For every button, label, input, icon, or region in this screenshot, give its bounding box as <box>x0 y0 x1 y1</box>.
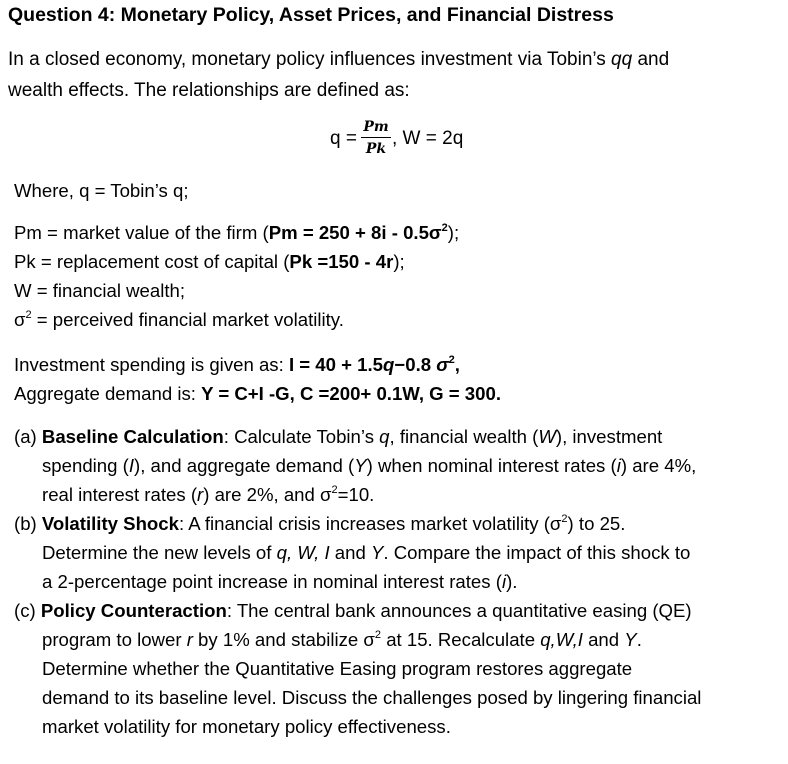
var-y: Y <box>354 455 367 476</box>
question-c-text: program to lower <box>42 629 187 650</box>
question-b-text: ). <box>506 571 518 592</box>
question-a-text: spending ( <box>42 455 129 476</box>
question-b-text: a 2-percentage point increase in nominal interest rates ( <box>42 571 502 592</box>
pm-text: Pm = market value of the firm ( <box>14 222 269 243</box>
fraction-bar <box>361 137 391 138</box>
pm-equation: Pm = 250 + 8i - 0.5σ <box>268 222 442 243</box>
intro-line-2: wealth effects. The relationships are defined as: <box>8 80 410 101</box>
question-a-prefix: (a) <box>14 426 42 447</box>
question-c-line-2 <box>14 625 780 654</box>
question-a-text: : Calculate Tobin’s <box>223 426 380 447</box>
formula-denominator: Pk <box>365 141 387 157</box>
question-b-heading: Volatility Shock <box>41 513 179 534</box>
question-c-text: : The central bank announces a quantitative easing (QE) <box>226 600 692 621</box>
question-c-text: by 1% and stabilize σ <box>192 629 375 650</box>
question-a-text: ) are 2%, and σ <box>203 484 332 505</box>
question-a-text: real interest rates ( <box>42 484 198 505</box>
investment-eq-q: q <box>383 354 395 375</box>
var-i-nominal: i <box>616 455 621 476</box>
sigma-superscript: 2 <box>25 309 32 321</box>
investment-eq-sigma: σ <box>436 354 449 375</box>
investment-eq-a: I = 40 + 1.5 <box>288 354 384 375</box>
question-c-line-4: demand to its baseline level. Discuss the challenges posed by lingering financial <box>42 687 702 708</box>
question-b-line-3 <box>14 567 780 596</box>
sigma-definition <box>14 305 780 334</box>
question-a-text: ), investment <box>555 426 663 447</box>
var-i: i <box>501 571 507 592</box>
question-a-text: =10. <box>337 484 375 505</box>
question-a <box>14 422 780 509</box>
sigma-text: = perceived financial market volatility. <box>31 309 344 330</box>
intro-text: In a closed economy, monetary policy influences investment via Tobin’s <box>8 49 612 70</box>
pk-equation: Pk =150 - 4r <box>289 251 394 272</box>
question-c-text: . <box>636 629 642 650</box>
sigma-symbol: σ <box>14 309 26 330</box>
investment-eq-b: −0.8 <box>394 354 437 375</box>
pk-end: ); <box>393 251 405 272</box>
formula-fraction <box>361 118 391 158</box>
question-a-line-3 <box>14 480 780 509</box>
intro-text-end: and <box>632 49 670 70</box>
equations-block <box>14 350 780 408</box>
question-b <box>14 509 780 596</box>
sigma-superscript: 2 <box>561 513 568 525</box>
sigma-superscript: 2 <box>331 484 338 496</box>
question-b-text: and <box>329 542 371 563</box>
var-y: Y <box>371 542 384 563</box>
where-line: Where, q = Tobin’s q; <box>14 180 189 201</box>
question-c-line-3: Determine whether the Quantitative Easing program restores aggregate <box>42 658 633 679</box>
pm-end: ); <box>447 222 460 243</box>
var-q: q <box>379 426 390 447</box>
investment-equation <box>14 350 780 379</box>
pm-definition <box>14 218 780 247</box>
w-definition: W = financial wealth; <box>14 280 186 301</box>
question-c-prefix: (c) <box>14 600 41 621</box>
question-a-text: ) when nominal interest rates ( <box>366 455 617 476</box>
pm-superscript: 2 <box>441 222 448 234</box>
question-b-text: Determine the new levels of <box>42 542 277 563</box>
question-c-text: at 15. Recalculate <box>381 629 541 650</box>
definitions-block <box>14 218 780 334</box>
question-c-line-1 <box>14 596 780 625</box>
questions-list <box>14 422 780 741</box>
question-a-line-1 <box>14 422 780 451</box>
var-w: W <box>538 426 556 447</box>
question-a-text: ) are 4%, <box>620 455 697 476</box>
question-b-text: . Compare the impact of this shock to <box>383 542 691 563</box>
var-list: q, W, I <box>276 542 330 563</box>
aggregate-demand-equation <box>14 379 780 408</box>
question-c-text: and <box>582 629 625 650</box>
question-b-line-2 <box>14 538 780 567</box>
question-c <box>14 596 780 741</box>
intro-paragraph <box>8 44 778 106</box>
investment-text: Investment spending is given as: <box>14 354 289 375</box>
pk-definition <box>14 247 780 276</box>
question-b-text: : A financial crisis increases market volatility (σ <box>178 513 562 534</box>
var-i: I <box>128 455 135 476</box>
var-list: q,W,I <box>540 629 583 650</box>
var-y: Y <box>624 629 637 650</box>
formula-rhs: , W = 2q <box>392 128 464 149</box>
question-b-text: ) to 25. <box>567 513 626 534</box>
ad-text: Aggregate demand is: <box>14 383 202 404</box>
sigma-superscript: 2 <box>374 629 382 641</box>
intro-line-1 <box>8 44 778 75</box>
question-b-prefix: (b) <box>14 513 42 534</box>
formula-numerator: Pm <box>363 119 389 135</box>
question-a-text: , financial wealth ( <box>389 426 539 447</box>
var-r: r <box>197 484 204 505</box>
var-r: r <box>186 629 193 650</box>
question-c-line-5: market volatility for monetary policy effectiveness. <box>42 716 451 737</box>
question-a-text: ), and aggregate demand ( <box>134 455 355 476</box>
question-title: Question 4: Monetary Policy, Asset Prices, and Financial Distress <box>8 4 614 26</box>
question-a-heading: Baseline Calculation <box>41 426 224 447</box>
question-b-line-1 <box>14 509 780 538</box>
intro-qq: qq <box>611 49 633 70</box>
pk-text: Pk = replacement cost of capital ( <box>14 251 290 272</box>
formula-lhs: q = <box>330 128 357 149</box>
ad-equation: Y = C+I -G, C =200+ 0.1W, G = 300. <box>201 383 501 404</box>
investment-eq-end: , <box>454 354 460 375</box>
question-a-line-2 <box>14 451 780 480</box>
investment-eq-sup: 2 <box>448 354 455 366</box>
where-line-block <box>14 176 780 205</box>
question-c-heading: Policy Counteraction <box>40 600 227 621</box>
